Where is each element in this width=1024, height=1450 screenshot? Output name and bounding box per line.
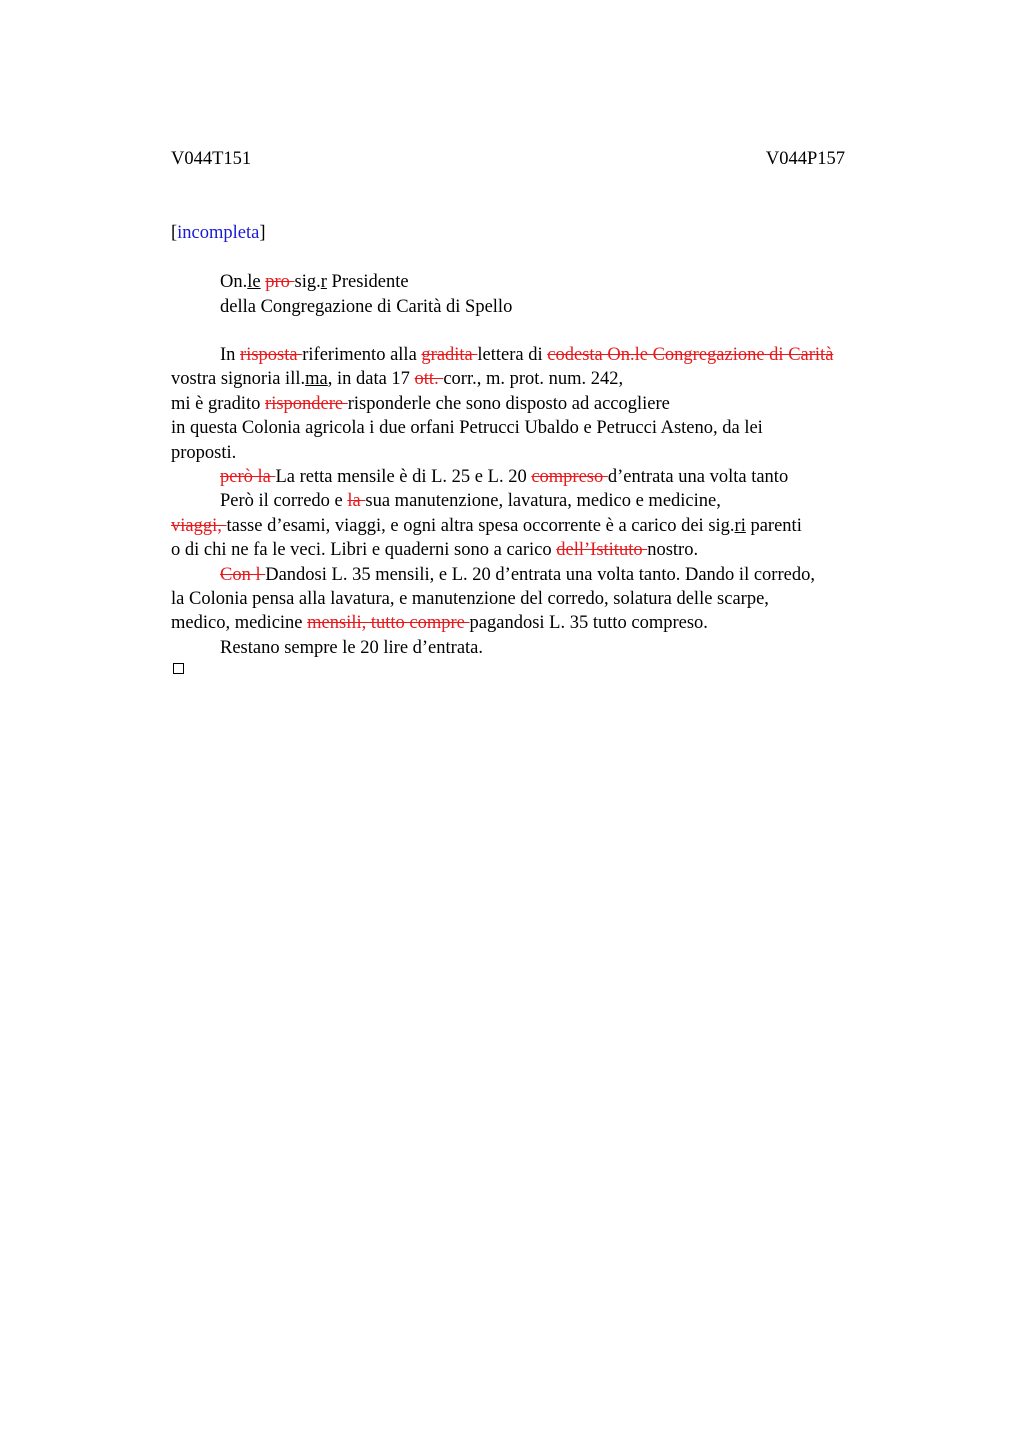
deleted-text: Con l — [220, 564, 266, 585]
text-segment: Presidente — [326, 272, 409, 292]
superscript-abbreviation: le — [247, 272, 261, 292]
deleted-text: però la — [220, 466, 276, 487]
text-segment: Però il corredo e — [220, 491, 348, 512]
text-segment: in questa Colonia agricola i due orfani Petrucci Ubaldo e Petrucci Asteno, da lei — [171, 418, 763, 439]
text-segment: corr., m. prot. num. 242, — [443, 369, 624, 390]
text-segment: In — [220, 345, 241, 365]
text-segment: sig. — [294, 272, 321, 292]
body-line — [171, 514, 911, 538]
text-segment: risponderle che sono disposto ad accogliere — [347, 393, 670, 414]
letter-body — [171, 343, 911, 660]
text-segment: parenti — [745, 515, 802, 536]
text-segment: la Colonia pensa alla lavatura, e manutenzione del corredo, solatura delle scarpe, — [171, 588, 769, 609]
body-line — [171, 343, 911, 367]
body-line — [171, 636, 911, 660]
deleted-text: viaggi, — [171, 515, 227, 536]
superscript-abbreviation: r — [320, 272, 327, 292]
deleted-text: mensili, tutto compre — [307, 613, 470, 634]
document-code-left: V044T151 — [171, 149, 252, 169]
end-of-document-box — [173, 663, 184, 674]
text-segment: Restano sempre le 20 lire d’entrata. — [220, 637, 484, 658]
superscript-abbreviation: ma — [305, 369, 328, 390]
deleted-text: gradita — [421, 345, 478, 365]
body-line — [171, 367, 911, 391]
text-segment: medico, medicine — [171, 613, 308, 634]
recipient-address — [220, 270, 512, 319]
address-line — [220, 295, 512, 320]
deleted-text: ott. — [414, 369, 444, 390]
document-code-right: V044P157 — [765, 149, 845, 169]
address-line — [220, 270, 512, 295]
status-open-bracket: [ — [171, 223, 178, 243]
body-line — [171, 441, 911, 465]
text-segment: nostro. — [647, 540, 699, 561]
body-line — [171, 465, 911, 489]
status-note — [171, 221, 266, 245]
deleted-text: codesta On.le Congregazione di Carità — [547, 345, 834, 365]
deleted-text: dell’Istituto — [556, 540, 648, 561]
body-line — [171, 611, 911, 635]
text-segment: On. — [220, 272, 248, 292]
text-segment: pagandosi L. 35 tutto compreso. — [469, 613, 708, 634]
deleted-text: pro — [265, 272, 295, 292]
status-tag: incompleta — [177, 223, 260, 243]
text-segment: riferimento alla — [302, 345, 422, 365]
status-close-bracket: ] — [259, 223, 266, 243]
text-segment: vostra signoria ill. — [171, 369, 306, 390]
text-segment: La retta mensile è di L. 25 e L. 20 — [275, 466, 532, 487]
text-segment: lettera di — [477, 345, 548, 365]
deleted-text: rispondere — [265, 393, 348, 414]
body-line — [171, 563, 911, 587]
text-segment: , in data 17 — [327, 369, 415, 390]
document-header — [171, 147, 845, 171]
text-segment: tasse d’esami, viaggi, e ogni altra spesa occorrente è a carico dei sig. — [226, 515, 735, 536]
body-line — [171, 538, 911, 562]
text-segment: sua manutenzione, lavatura, medico e medicine, — [365, 491, 721, 512]
text-segment: proposti. — [171, 442, 237, 463]
deleted-text: compreso — [531, 466, 608, 487]
superscript-abbreviation: ri — [734, 515, 746, 536]
deleted-text: risposta — [240, 345, 303, 365]
body-line — [171, 416, 911, 440]
text-segment: d’entrata una volta tanto — [607, 466, 789, 487]
deleted-text: la — [347, 491, 366, 512]
text-segment: mi è gradito — [171, 393, 266, 414]
body-line — [171, 489, 911, 513]
text-segment: Dandosi L. 35 mensili, e L. 20 d’entrata una volta tanto. Dando il corredo, — [265, 564, 815, 585]
text-segment: o di chi ne fa le veci. Libri e quaderni sono a carico — [171, 540, 557, 561]
text-segment: della Congregazione di Carità di Spello — [220, 296, 513, 317]
body-line — [171, 392, 911, 416]
body-line — [171, 587, 911, 611]
